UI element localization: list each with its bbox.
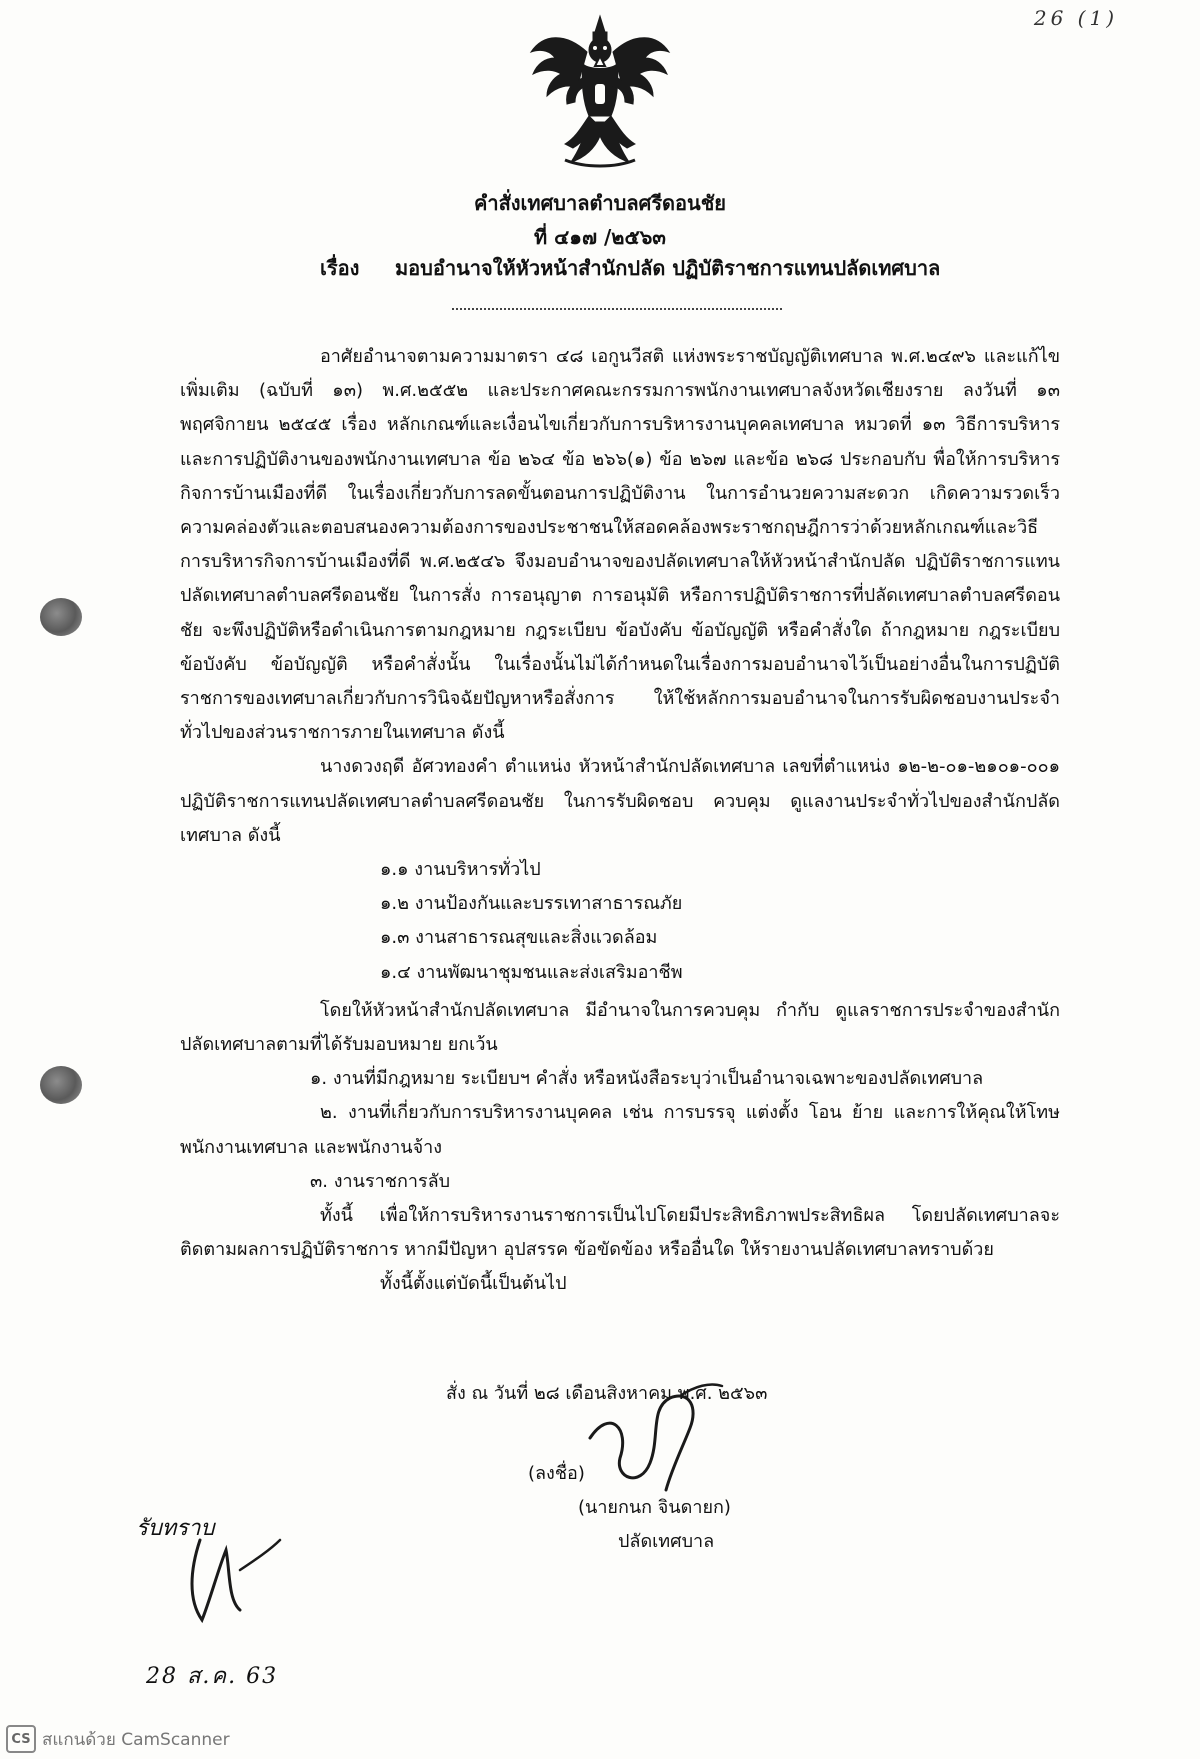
list-item: ๑.๓ งานสาธารณสุขและสิ่งแวดล้อม <box>380 927 658 949</box>
paragraph-followup: ทั้งนี้ เพื่อให้การบริหารงานราชการเป็นไปโดยมีประสิทธิภาพประสิทธิผล โดยปลัดเทศบาลจะติดตามผลการปฏิบัติราชการ หากมีปัญหา อุปสรรค ข้อขัดข้อง หรืออื่นใด ให้รายงานปลัดเทศบาลทราบด้วย <box>180 1205 1060 1261</box>
handwritten-signature-icon <box>580 1368 730 1498</box>
corner-page-note: 26 (1) <box>1033 6 1118 30</box>
order-title: คำสั่งเทศบาลตำบลศรีดอนชัย <box>473 191 727 215</box>
subject-text: มอบอำนาจให้หัวหน้าสำนักปลัด ปฏิบัติราชการแทนปลัดเทศบาล <box>394 256 941 280</box>
dotted-divider <box>452 308 782 310</box>
signed-label: (ลงชื่อ) <box>528 1463 585 1484</box>
exception-item: ๓. งานราชการลับ <box>310 1170 451 1192</box>
camscanner-watermark <box>6 1725 230 1753</box>
order-body <box>180 340 1060 1302</box>
garuda-emblem-icon <box>525 12 675 170</box>
camscanner-text: สแกนด้วย CamScanner <box>42 1729 230 1750</box>
order-date: สั่ง ณ วันที่ ๒๘ เดือนสิงหาคม พ.ศ. ๒๕๖๓ <box>446 1383 768 1404</box>
paragraph-powers: โดยให้หัวหน้าสำนักปลัดเทศบาล มีอำนาจในการควบคุม กำกับ ดูแลราชการประจำของสำนักปลัดเทศบาลตามที่ได้รับมอบหมาย ยกเว้น <box>180 999 1060 1056</box>
punch-hole <box>40 1066 82 1104</box>
list-item: ๑.๔ งานพัฒนาชุมชนและส่งเสริมอาชีพ <box>380 961 683 983</box>
acknowledged-date: 28 ส.ค. 63 <box>146 1664 279 1689</box>
subject-label: เรื่อง <box>320 256 360 280</box>
list-item: ๑.๒ งานป้องกันและบรรเทาสาธารณภัย <box>380 893 683 915</box>
signer-position: ปลัดเทศบาล <box>618 1531 715 1552</box>
initials-signature-icon <box>130 1510 310 1630</box>
signer-name: (นายกนก จินดายก) <box>578 1497 731 1518</box>
list-item: ๑.๑ งานบริหารทั่วไป <box>380 859 541 881</box>
acknowledged-note: รับทราบ <box>136 1516 215 1541</box>
order-subject <box>320 252 940 284</box>
punch-hole <box>40 598 82 636</box>
paragraph-authority: อาศัยอำนาจตามความมาตรา ๔๘ เอกูนวีสติ แห่งพระราชบัญญัติเทศบาล พ.ศ.๒๔๙๖ และแก้ไขเพิ่มเติม (ฉบับที่ ๑๓) พ.ศ.๒๕๕๒ และประกาศคณะกรรมการพนักงานเทศบาลจังหวัดเชียงราย ลงวันที่ ๑๓ พฤศจิกายน ๒๕๔๕ เรื่อง หลักเกณฑ์และเงื่อนไขเกี่ยวกับการบริหารงานบุคคลเทศบาล หมวดที่ ๑๓ วิธีการบริหารและการปฏิบัติงานของพนักงานเทศบาล ข้อ ๒๖๔ ข้อ ๒๖๖(๑) ข้อ ๒๖๗ และข้อ ๒๖๘ ประกอบกับ พื่อให้การบริหารกิจการบ้านเมืองที่ดี ในเรื่องเกี่ยวกับการลดขั้นตอนการปฏิบัติงาน ในการอำนวยความสะดวก เกิดความรวดเร็ว ความคล่องตัวและตอบสนองความต้องการของประชาชนให้สอดคล้องพระราชกฤษฎีการว่าด้วยหลักเกณฑ์และวิธีการบริหารกิจการบ้านเมืองที่ดี พ.ศ.๒๕๔๖ จึงมอบอำนาจของปลัดเทศบาลให้หัวหน้าสำนักปลัด ปฏิบัติราชการแทนปลัดเทศบาลตำบลศรีดอนชัย ในการสั่ง การอนุญาต การอนุมัติ หรือการปฏิบัติราชการที่ปลัดเทศบาลตำบลศรีดอนชัย จะพึงปฏิบัติหรือดำเนินการตามกฎหมาย กฎระเบียบ ข้อบังคับ ข้อบัญญัติ หรือคำสั่งใด ถ้ากฎหมาย กฎระเบียบ ข้อบังคับ ข้อบัญญัติ หรือคำสั่งนั้น ในเรื่องนั้นไม่ได้กำหนดในเรื่องการมอบอำนาจไว้เป็นอย่างอื่นในการปฏิบัติราชการของเทศบาลเกี่ยวกับการวินิจฉัยปัญหาหรือสั่งการ ให้ใช้หลักการมอบอำนาจในการรับผิดชอบงานประจำทั่วไปของส่วนราชการภายในเทศบาล ดังนี้ <box>180 346 1060 744</box>
duty-list <box>180 853 1060 990</box>
paragraph-effective: ทั้งนี้ตั้งแต่บัดนี้เป็นต้นไป <box>380 1273 567 1295</box>
exception-item: ๒. งานที่เกี่ยวกับการบริหารงานบุคคล เช่น การบรรจุ แต่งตั้ง โอน ย้าย และการให้คุณให้โทษพนักงานเทศบาล และพนักงานจ้าง <box>180 1102 1060 1158</box>
order-number: ที่ ๔๑๗ /๒๕๖๓ <box>534 225 666 249</box>
paragraph-delegate: นางดวงฤดี อัศวทองคำ ตำแหน่ง หัวหน้าสำนักปลัดเทศบาล เลขที่ตำแหน่ง ๑๒-๒-๐๑-๒๑๐๑-๐๐๑ ปฏิบัติราชการแทนปลัดเทศบาลตำบลศรีดอนชัย ในการรับผิดชอบ ควบคุม ดูแลงานประจำทั่วไปของสำนักปลัดเทศบาล ดังนี้ <box>180 756 1060 846</box>
order-header <box>0 186 1200 254</box>
exception-item: ๑. งานที่มีกฎหมาย ระเบียบฯ คำสั่ง หรือหนังสือระบุว่าเป็นอำนาจเฉพาะของปลัดเทศบาล <box>310 1068 984 1090</box>
camscanner-logo-icon: CS <box>6 1725 36 1753</box>
